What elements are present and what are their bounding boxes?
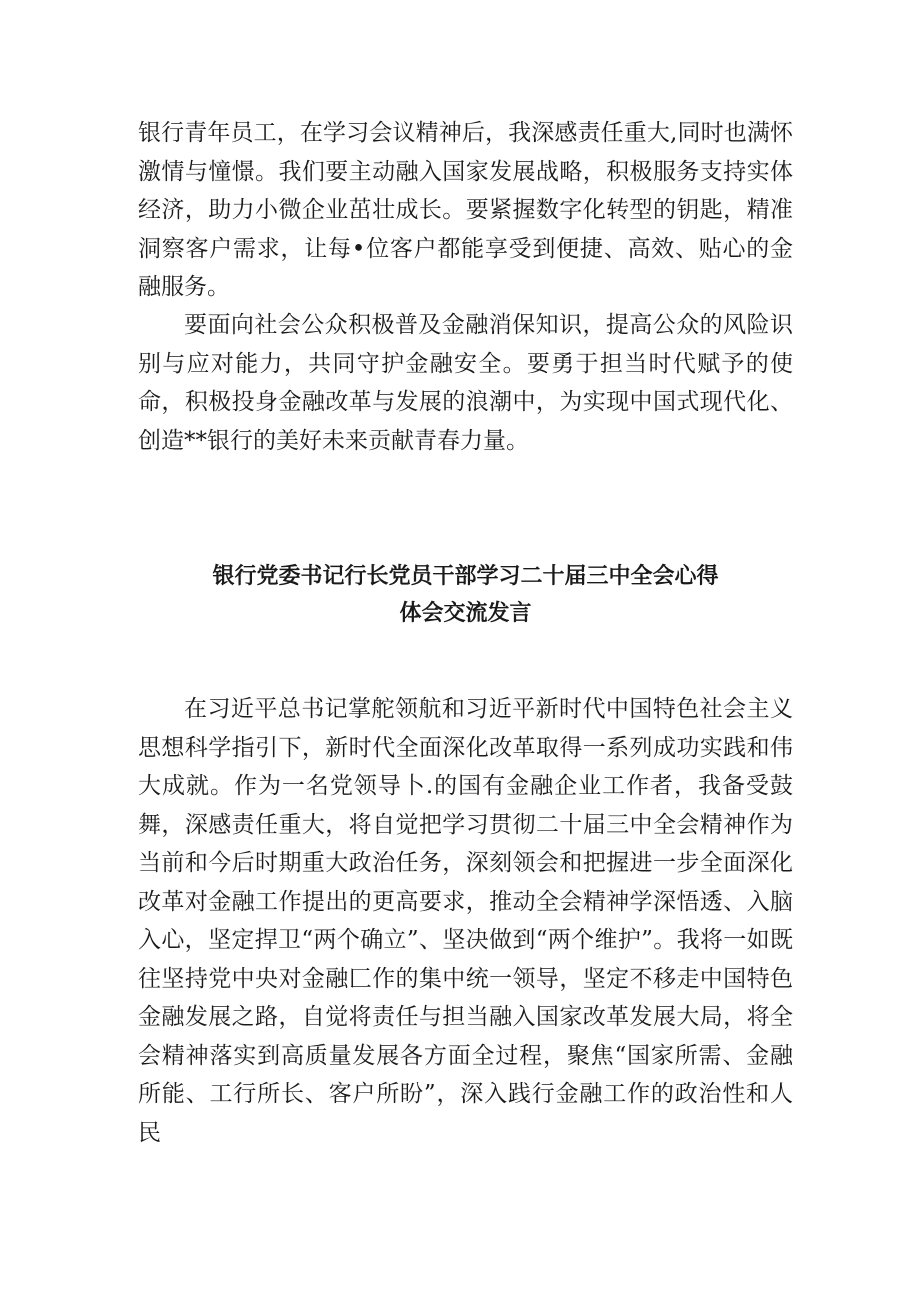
body-paragraph-2: 要面向社会公众积极普及金融消保知识，提高公众的风险识别与应对能力，共同守护金融安全。要勇于担当时代赋予的使命，积极投身金融改革与发展的浪潮中，为实现中国式现代化、创造**银行的美好未来贡献青春力量。 bbox=[138, 312, 793, 454]
section-title bbox=[138, 558, 793, 632]
section-title-line-2: 体会交流发言 bbox=[399, 601, 532, 626]
body-paragraph-1: 银行青年员工，在学习会议精神后，我深感责任重大,同时也满怀激情与憧憬。我们要主动融入国家发展战略，积极服务支持实体经济，助力小微企业茁壮成长。要紧握数字化转型的钥匙，精准洞察客户需求，让每•位客户都能享受到便捷、高效、贴心的金融服务。 bbox=[138, 120, 793, 300]
body-paragraph-3: 在习近平总书记掌舵领航和习近平新时代中国特色社会主义思想科学指引下，新时代全面深化改革取得一系列成功实践和伟大成就。作为一名党领导卜.的国有金融企业工作者，我备受鼓舞，深感责任重大，将自觉把学习贯彻二十届三中全会精神作为当前和今后时期重大政治任务，深刻领会和把握进一步全面深化改革对金融工作提出的更高要求，推动全会精神学深悟透、入脑入心，坚定捍卫“两个确立”、坚决做到“两个维护”。我将一如既往坚持党中央对金融匚作的集中统一领导，坚定不移走中国特色金融发展之路，自觉将责任与担当融入国家改革发展大局，将全会精神落实到高质量发展各方面全过程，聚焦“国家所需、金融所能、工行所长、客户所盼”，深入践行金融工作的政治性和人民 bbox=[138, 696, 793, 1146]
section-title-line-1: 银行党委书记行长党员干部学习二十届三中全会心得 bbox=[212, 564, 719, 589]
